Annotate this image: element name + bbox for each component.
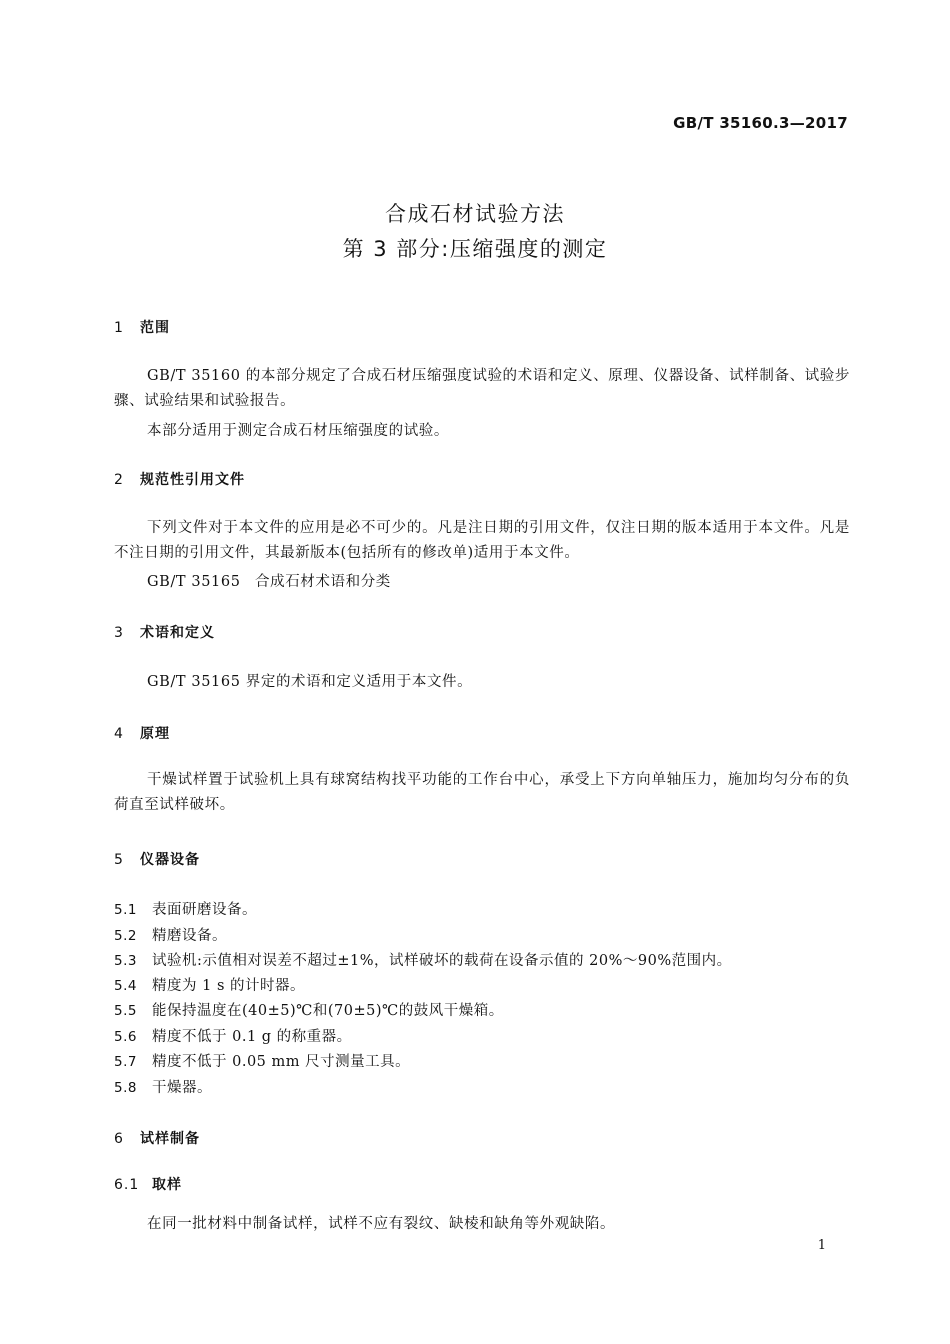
item-number: 5.7: [114, 1054, 137, 1070]
section-number: 1: [114, 320, 124, 336]
section-3-heading: [114, 622, 215, 642]
document-title-line-2: 第 3 部分:压缩强度的测定: [342, 237, 608, 261]
equipment-item: [114, 924, 227, 945]
item-text: 精度不低于 0.05 mm 尺寸测量工具。: [152, 1054, 411, 1070]
item-text: 表面研磨设备。: [152, 902, 257, 918]
document-title-line-1: 合成石材试验方法: [385, 202, 565, 226]
section-1-paragraph-1: GB/T 35160 的本部分规定了合成石材压缩强度试验的术语和定义、原理、仪器设备、试样制备、试验步骤、试验结果和试验报告。: [114, 368, 850, 409]
equipment-item: [114, 1050, 410, 1071]
subsection-number: 6.1: [114, 1177, 140, 1193]
subsection-6-1-heading: [114, 1174, 182, 1194]
section-3-paragraph-1: GB/T 35165 界定的术语和定义适用于本文件。: [147, 674, 473, 690]
section-title: 范围: [140, 320, 170, 336]
item-number: 5.5: [114, 1003, 137, 1019]
item-text: 精度为 1 s 的计时器。: [152, 978, 305, 994]
subsection-6-1-paragraph-1: 在同一批材料中制备试样，试样不应有裂纹、缺棱和缺角等外观缺陷。: [147, 1216, 616, 1232]
equipment-item: [114, 898, 257, 919]
item-number: 5.1: [114, 902, 137, 918]
item-number: 5.2: [114, 928, 137, 944]
section-5-heading: [114, 849, 200, 869]
section-2-paragraph-1: 下列文件对于本文件的应用是必不可少的。凡是注日期的引用文件，仅注日期的版本适用于本文件。凡是不注日期的引用文件，其最新版本(包括所有的修改单)适用于本文件。: [114, 520, 850, 561]
section-title: 试样制备: [140, 1131, 200, 1147]
page-number: 1: [817, 1238, 826, 1253]
section-title: 仪器设备: [140, 852, 200, 868]
section-title: 原理: [140, 726, 170, 742]
equipment-item: [114, 974, 305, 995]
section-6-heading: [114, 1128, 200, 1148]
section-number: 2: [114, 472, 124, 488]
item-number: 5.8: [114, 1080, 137, 1096]
reference-code: GB/T 35165: [147, 574, 241, 590]
equipment-item: [114, 949, 732, 970]
standard-code: GB/T 35160.3—2017: [673, 114, 848, 132]
item-number: 5.6: [114, 1029, 137, 1045]
equipment-item: [114, 1025, 352, 1046]
section-title: 术语和定义: [140, 625, 215, 641]
item-text: 干燥器。: [152, 1080, 212, 1096]
section-number: 6: [114, 1131, 124, 1147]
subsection-title: 取样: [152, 1177, 182, 1193]
section-number: 3: [114, 625, 124, 641]
section-1-paragraph-2: 本部分适用于测定合成石材压缩强度的试验。: [147, 423, 449, 439]
equipment-item: [114, 999, 504, 1020]
section-number: 5: [114, 852, 124, 868]
section-2-heading: [114, 469, 245, 489]
section-4-heading: [114, 723, 170, 743]
equipment-item: [114, 1076, 212, 1097]
item-number: 5.4: [114, 978, 137, 994]
item-text: 能保持温度在(40±5)℃和(70±5)℃的鼓风干燥箱。: [152, 1003, 504, 1019]
item-number: 5.3: [114, 953, 137, 969]
item-text: 精磨设备。: [152, 928, 227, 944]
section-4-paragraph-1: 干燥试样置于试验机上具有球窝结构找平功能的工作台中心，承受上下方向单轴压力，施加均匀分布的负荷直至试样破坏。: [114, 772, 850, 813]
reference-title: 合成石材术语和分类: [255, 574, 391, 590]
section-1-heading: [114, 317, 170, 337]
item-text: 精度不低于 0.1 g 的称重器。: [152, 1029, 352, 1045]
item-text: 试验机:示值相对误差不超过±1%，试样破坏的载荷在设备示值的 20%～90%范围内。: [152, 953, 732, 969]
section-number: 4: [114, 726, 124, 742]
normative-reference: [147, 570, 391, 591]
section-title: 规范性引用文件: [140, 472, 245, 488]
